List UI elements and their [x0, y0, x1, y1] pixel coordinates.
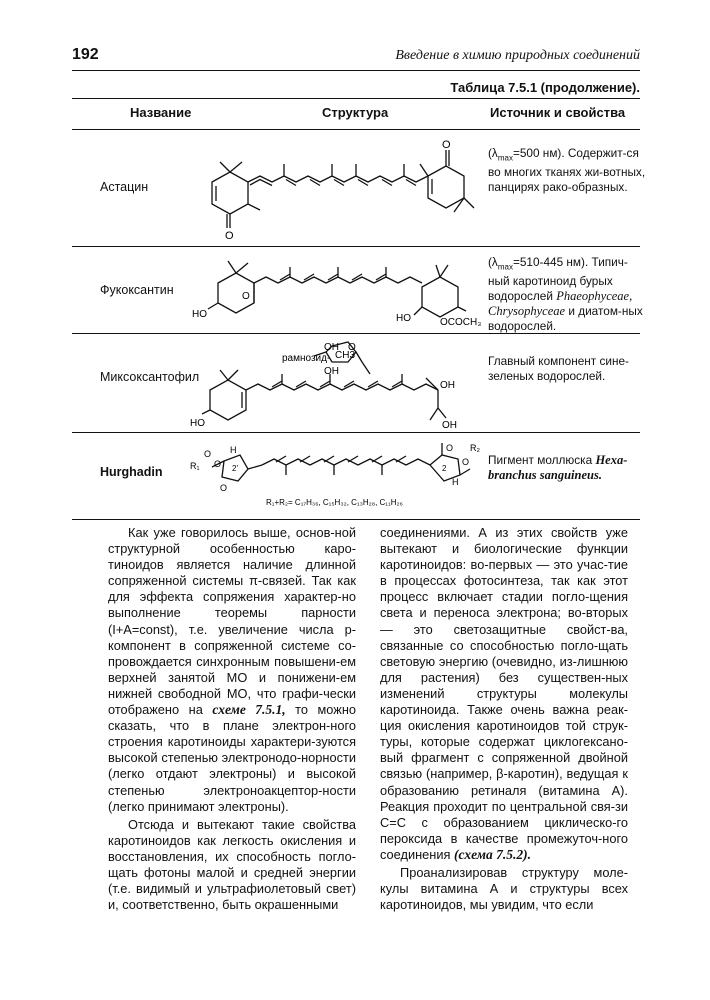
- compound-name: Миксоксантофил: [100, 370, 200, 384]
- atom-label: OCOCH₃: [440, 317, 482, 328]
- atom-label: R₂: [470, 443, 480, 453]
- atom-label: O: [214, 459, 222, 469]
- atom-label: H: [230, 445, 237, 455]
- table-row-hurghadin: [72, 433, 640, 520]
- compound-name: Фукоксантин: [100, 283, 174, 297]
- substituent-formula: R₁+R₂= C₁₇H₃₆, C₁₅H₃₂, C₁₃H₂₈, C₁₁H₂₆: [266, 498, 403, 507]
- hurghadin-structure: [190, 435, 482, 517]
- compound-description: Пигмент моллюска Hexa-branchus sanguineus.: [488, 453, 628, 482]
- atom-label: OH: [440, 380, 455, 391]
- astacin-structure: [190, 134, 482, 242]
- atom-label: O: [442, 139, 451, 151]
- page-number: 192: [72, 46, 99, 63]
- paragraph: Как уже говорилось выше, основ-ной структурной особенностью каро-тиноидов является наличие длинной сопряженной системы π-связей. Так как для эффекта сопряжения характер-но выполнение теоремы парности (I+A=const), т.е. увеличение числа р-компонент в сопряженной системе со-провождается синхронным повышени-ем верхней занятой МО и понижени-ем нижней свободной МО, что графи-чески отображено на схеме 7.5.1, то можно сказать, что в плане электрон-ного строения каротиноиды характери-зуются высокой степенью электронодо-норности (легко отдают электроны) и высокой степенью электроноакцептор-ности (легко принимают электроны).: [108, 525, 357, 814]
- atom-label: H: [452, 477, 459, 487]
- compound-description: ($\lambda_{max}=500$ нм). Содержит-ся во многих тканях жи-вотных, панцирях рако-образных.: [488, 146, 646, 195]
- paragraph: Проанализировав структуру моле-кулы витамина А и структуры всех каротиноидов, мы увидим, что если: [380, 864, 628, 913]
- atom-label: рамнозид-: [282, 353, 331, 364]
- paragraph: соединениями. А из этих свойств уже вытекают и биологические функции каротиноидов: во-первых — это учас-тие в процессах фотосинтеза, так как этот процесс включает стадии погло-щения света и переноса электрона; во-вторых — это светозащитные свойст-ва, связанные со способностью погло-щать световую энергию (очевидно, из-лишнюю для растения) без существен-ных изменений структуры молекулы каротиноида. Также очень важна реак-ция окисления каротиноидов той струк-туры, которые содержат циклогексано-вый фрагмент с сопряженной двойной связью (например, β-каротин), ведущая к образованию ретиналя (витамина А). Реакция проходит по центральной свя-зи С=С с образованием циклическо-го пероксида в качестве промежуточ-ного соединения (схема 7.5.2).: [380, 525, 628, 862]
- body-text-right-column: [380, 525, 628, 913]
- paragraph: Отсюда и вытекают такие свойства каротиноидов как легкость окисления и восстановления, их способность погло-щать фотоны малой и средней энергии (т.е. видимый и ультрафиолетовый свет) и, соответственно, быть окрашенными: [108, 816, 356, 913]
- scheme-reference: схеме 7.5.1,: [212, 702, 286, 718]
- atom-label: OH: [324, 342, 339, 353]
- column-header-source: Источник и свойства: [490, 105, 626, 120]
- atom-label: CH3: [335, 350, 356, 361]
- compound-name: Hurghadin: [100, 465, 163, 479]
- atom-label: O: [242, 291, 250, 302]
- atom-label: HO: [190, 418, 205, 429]
- atom-label: OH: [324, 366, 339, 377]
- atom-label: 2': [232, 464, 238, 473]
- atom-label: OH: [442, 420, 457, 430]
- compound-name: Астацин: [100, 180, 149, 194]
- atom-label: 2: [442, 464, 447, 473]
- atom-label: O: [348, 342, 356, 353]
- atom-label: HO: [396, 313, 411, 324]
- body-text-left-column: [108, 525, 356, 913]
- atom-label: O: [462, 457, 470, 467]
- myxoxanthophyll-structure: [190, 338, 482, 430]
- column-header-structure: Структура: [322, 105, 389, 120]
- fucoxanthin-structure: [190, 251, 482, 329]
- scheme-reference: (схема 7.5.2).: [454, 846, 531, 862]
- page-header: [72, 44, 640, 71]
- carotenoid-table: [72, 98, 646, 520]
- running-title: Введение в химию природных соединений: [395, 48, 640, 63]
- table-header: [72, 98, 640, 130]
- atom-label: HO: [192, 309, 207, 320]
- table-row-fucoxanthin: [72, 247, 643, 334]
- table-row-astacin: [72, 130, 646, 247]
- atom-label: O: [446, 443, 454, 453]
- atom-label: R₁: [190, 461, 200, 471]
- compound-description: Главный компонент сине-зеленых водорослей.: [488, 354, 629, 383]
- table-caption: Таблица 7.5.1 (продолжение).: [450, 80, 640, 95]
- atom-label: O: [225, 230, 234, 242]
- compound-description: ($\lambda_{max}=510-445$ нм). Типич-ный каротиноид бурых водорослей Phaeophyceae, Chrysophyceae и диатом-ных водорослей.: [488, 255, 643, 334]
- atom-label: O: [220, 483, 228, 493]
- atom-label: O: [204, 449, 212, 459]
- column-header-name: Название: [130, 105, 192, 120]
- table-row-myxoxanthophyll: [72, 334, 640, 433]
